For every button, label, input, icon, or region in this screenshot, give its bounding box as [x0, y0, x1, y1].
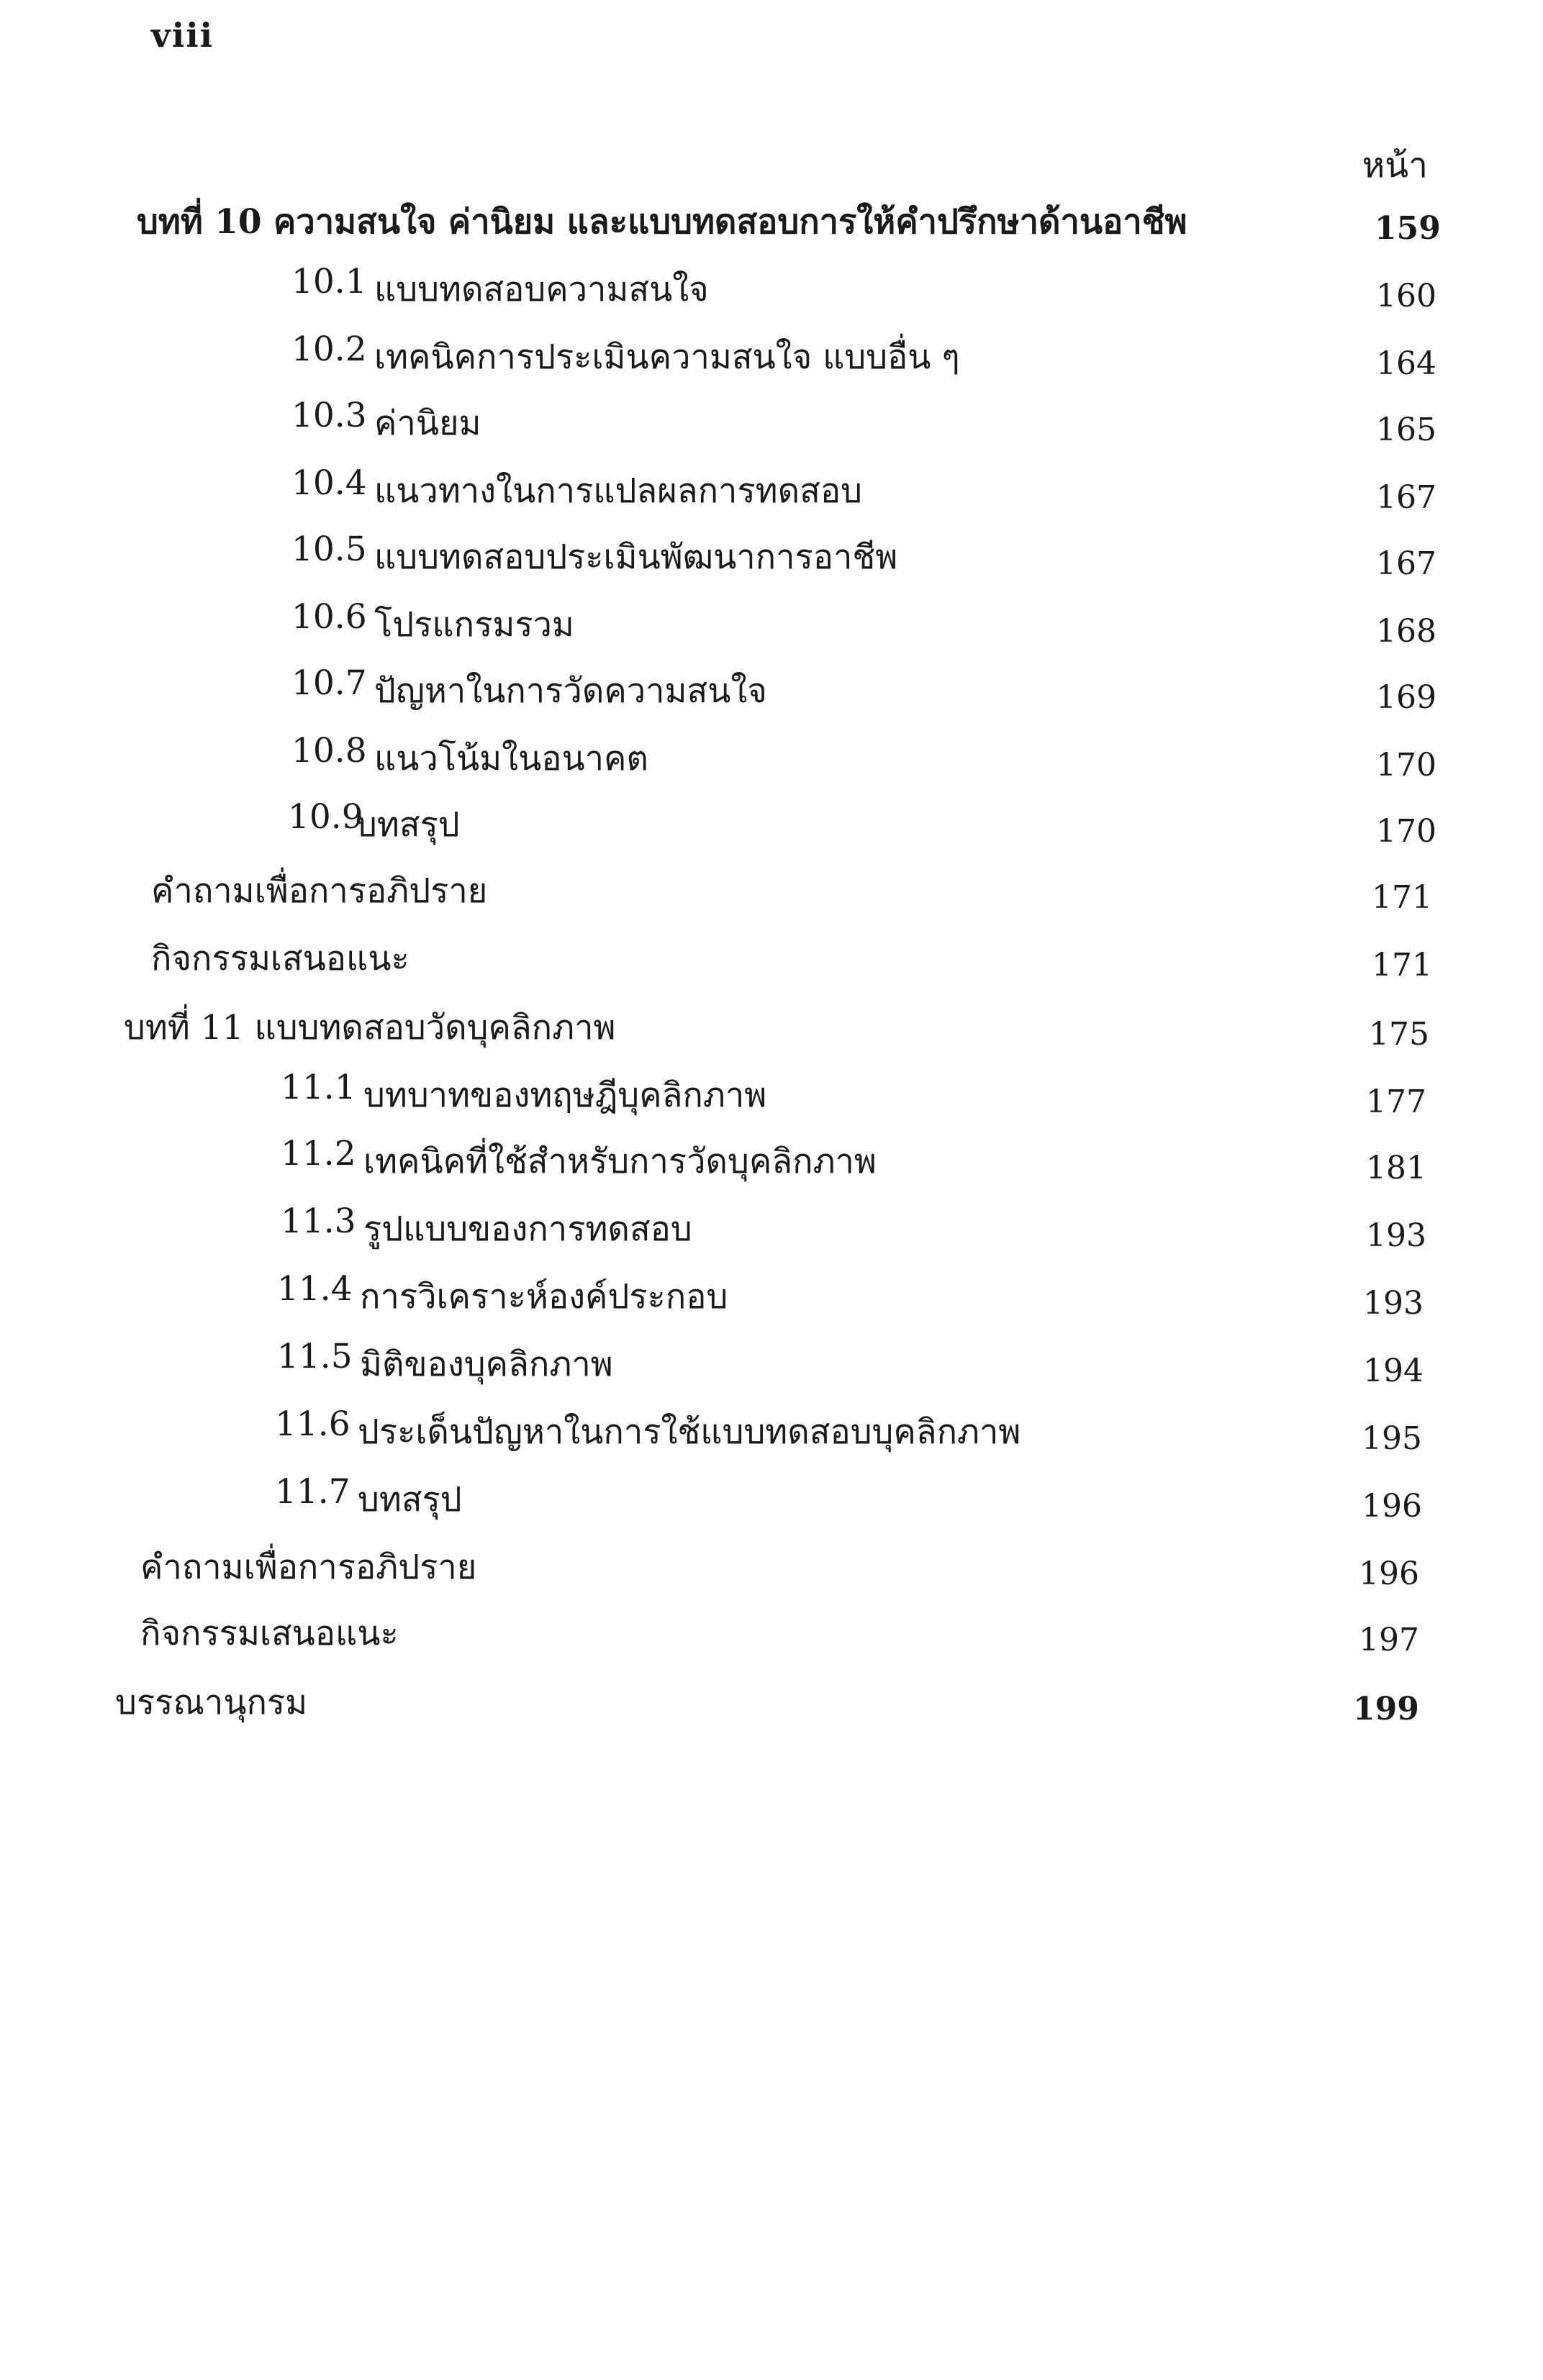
toc-entry-title: ประเด็นปัญหาในการใช้แบบทดสอบบุคลิกภาพ — [358, 1412, 1021, 1452]
toc-entry-title: เทคนิคการประเมินความสนใจ แบบอื่น ๆ — [374, 337, 960, 377]
toc-entry-title: กิจกรรมเสนอแนะ — [151, 939, 409, 978]
toc-entry-11-6[interactable] — [0, 1404, 1543, 1462]
toc-entry-page: 167 — [1376, 479, 1436, 516]
toc-entry-11-5[interactable] — [0, 1337, 1543, 1394]
toc-entry-10-1[interactable] — [0, 262, 1543, 319]
toc-entry-10-8[interactable] — [0, 731, 1543, 789]
toc-entry-suggested-activities[interactable] — [0, 931, 1543, 989]
toc-entry-number: 11.4 — [277, 1269, 353, 1309]
toc-entry-page: 168 — [1376, 613, 1436, 650]
toc-entry-number: 10.3 — [291, 396, 367, 435]
toc-entry-number: 11.3 — [281, 1202, 356, 1241]
toc-entry-title: มิติของบุคลิกภาพ — [360, 1345, 613, 1384]
toc-entry-page: 199 — [1353, 1691, 1419, 1727]
toc-entry-page: 171 — [1372, 947, 1432, 984]
toc-entry-page: 177 — [1366, 1084, 1426, 1120]
page-column-label: หน้า — [1362, 145, 1428, 186]
toc-entry-title: บทสรุป — [358, 1480, 462, 1520]
toc-entry-title: การวิเคราะห์องค์ประกอบ — [360, 1277, 728, 1317]
toc-entry-page: 164 — [1376, 345, 1436, 382]
toc-entry-page: 165 — [1376, 412, 1436, 448]
toc-entry-discussion-questions-11[interactable] — [0, 1540, 1543, 1597]
toc-entry-title: บทที่ 11 แบบทดสอบวัดบุคลิกภาพ — [124, 1008, 616, 1048]
toc-entry-discussion-questions[interactable] — [0, 863, 1543, 921]
toc-entry-page: 196 — [1359, 1555, 1419, 1592]
toc-entry-number: 11.5 — [277, 1337, 353, 1376]
toc-entry-11-1[interactable] — [0, 1068, 1543, 1125]
toc-entry-page: 195 — [1362, 1420, 1422, 1457]
toc-entry-11-7[interactable] — [0, 1472, 1543, 1530]
toc-entry-10-2[interactable] — [0, 330, 1543, 387]
toc-entry-chapter-11[interactable] — [0, 1000, 1543, 1058]
toc-entry-number: 10.9 — [288, 797, 363, 837]
toc-entry-number: 10.2 — [291, 330, 367, 369]
toc-entry-title: บทที่ 10 ความสนใจ ค่านิยม และแบบทดสอบการให้คำปรึกษาด้านอาชีพ — [137, 202, 1187, 242]
toc-entry-title: บทสรุป — [356, 805, 460, 845]
toc-entry-10-7[interactable] — [0, 663, 1543, 721]
toc-entry-page: 170 — [1376, 813, 1436, 850]
toc-entry-title: กิจกรรมเสนอแนะ — [140, 1614, 399, 1653]
toc-entry-number: 10.5 — [291, 530, 367, 569]
toc-entry-10-6[interactable] — [0, 597, 1543, 655]
toc-entry-number: 10.6 — [291, 597, 367, 637]
toc-entry-title: แบบทดสอบประเมินพัฒนาการอาชีพ — [374, 537, 898, 577]
toc-entry-10-3[interactable] — [0, 396, 1543, 453]
toc-entry-10-4[interactable] — [0, 463, 1543, 521]
toc-entry-page: 181 — [1366, 1150, 1426, 1186]
toc-entry-page: 171 — [1372, 879, 1432, 916]
toc-entry-page: 170 — [1376, 747, 1436, 784]
toc-entry-title: แนวทางในการแปลผลการทดสอบ — [374, 471, 862, 511]
toc-entry-title: ปัญหาในการวัดความสนใจ — [374, 671, 767, 711]
toc-entry-title: รูปแบบของการทดสอบ — [363, 1209, 692, 1249]
toc-entry-chapter-10[interactable] — [0, 194, 1543, 252]
toc-entry-number: 10.7 — [291, 663, 367, 703]
toc-entry-title: ค่านิยม — [374, 404, 481, 443]
toc-entry-title: แนวโน้มในอนาคต — [374, 739, 648, 778]
toc-entry-number: 10.4 — [291, 463, 367, 503]
toc-entry-number: 11.7 — [275, 1472, 350, 1512]
toc-entry-number: 11.6 — [275, 1404, 350, 1444]
toc-entry-bibliography[interactable] — [0, 1675, 1543, 1732]
toc-entry-title: บทบาทของทฤษฎีบุคลิกภาพ — [363, 1076, 767, 1115]
toc-entry-page: 196 — [1362, 1488, 1422, 1525]
toc-entry-page: 159 — [1375, 210, 1441, 247]
toc-entry-number: 10.1 — [291, 262, 367, 301]
toc-entry-page: 197 — [1359, 1622, 1419, 1658]
toc-entry-10-9[interactable] — [0, 797, 1543, 855]
toc-entry-number: 11.2 — [281, 1134, 356, 1173]
toc-entry-page: 169 — [1376, 679, 1436, 716]
toc-entry-title: บรรณานุกรม — [115, 1683, 308, 1722]
toc-entry-title: คำถามเพื่อการอภิปราย — [140, 1548, 477, 1587]
toc-entry-page: 193 — [1366, 1217, 1426, 1254]
page-number: viii — [151, 16, 214, 55]
toc-entry-title: เทคนิคที่ใช้สำหรับการวัดบุคลิกภาพ — [363, 1142, 877, 1181]
toc-entry-title: โปรแกรมรวม — [374, 605, 574, 645]
toc-entry-page: 193 — [1363, 1285, 1424, 1322]
toc-entry-title: คำถามเพื่อการอภิปราย — [151, 871, 488, 911]
toc-entry-page: 167 — [1376, 545, 1436, 582]
toc-entry-suggested-activities-11[interactable] — [0, 1606, 1543, 1663]
toc-entry-page: 194 — [1363, 1353, 1424, 1389]
toc-entry-page: 160 — [1376, 278, 1436, 314]
toc-entry-title: แบบทดสอบความสนใจ — [374, 270, 709, 309]
toc-entry-10-5[interactable] — [0, 530, 1543, 587]
toc-entry-11-3[interactable] — [0, 1202, 1543, 1259]
toc-entry-number: 10.8 — [291, 731, 367, 771]
toc-entry-11-2[interactable] — [0, 1134, 1543, 1191]
toc-entry-11-4[interactable] — [0, 1269, 1543, 1327]
toc-entry-number: 11.1 — [281, 1068, 356, 1107]
toc-entry-page: 175 — [1369, 1016, 1429, 1053]
